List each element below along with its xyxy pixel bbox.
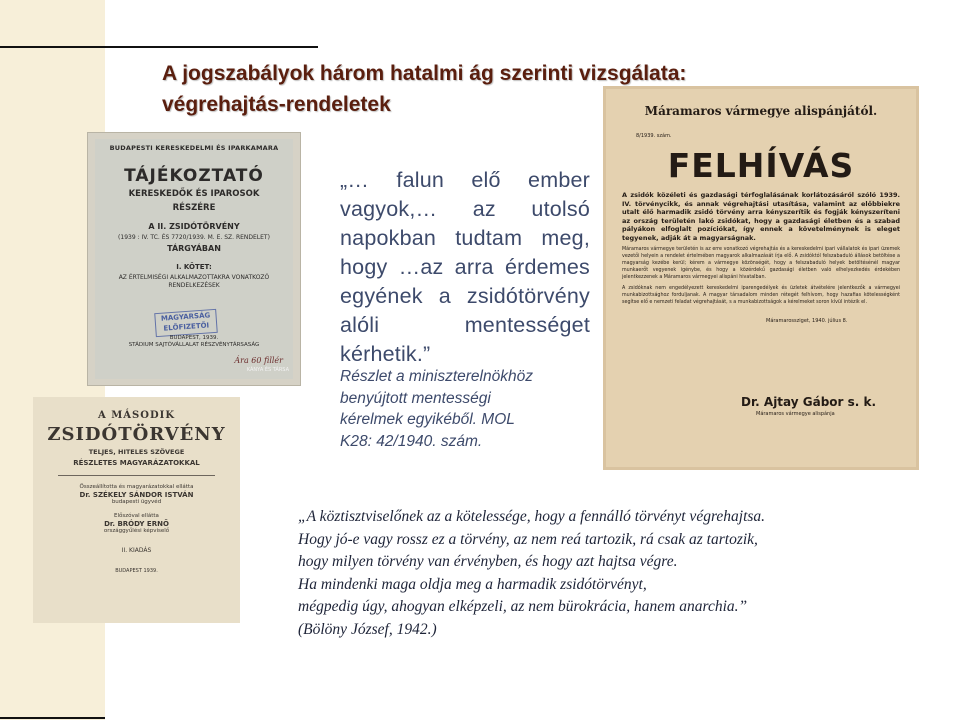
bottom-rule bbox=[0, 717, 105, 719]
poster-header: Máramaros vármegye alispánjától. bbox=[644, 104, 878, 118]
bolony-quote-line4: Ha mindenki maga oldja meg a harmadik zsidótörvényt, bbox=[298, 575, 647, 593]
book-cover-tajekoztato-image bbox=[88, 133, 300, 385]
book1-volume-desc: AZ ÉRTELMISÉGI ALKALMAZOTTAKRA VONATKOZÓ RENDELKEZÉSEK bbox=[118, 274, 270, 289]
book1-law: A II. ZSIDÓTÖRVÉNY bbox=[148, 222, 240, 231]
top-rule bbox=[0, 46, 318, 48]
slide-title-line2: végrehajtás-rendeletek bbox=[162, 93, 391, 116]
book-cover-tajekoztato-face bbox=[95, 139, 293, 379]
book1-volume: I. KÖTET: bbox=[176, 263, 212, 271]
book2-foreword-note: Előszóval ellátta bbox=[114, 513, 159, 519]
book2-editor1: Dr. SZÉKELY SÁNDOR ISTVÁN bbox=[79, 491, 194, 499]
book1-publisher-header: BUDAPESTI KERESKEDELMI ÉS IPARKAMARA bbox=[109, 144, 279, 152]
book2-subtitle1: TELJES, HITELES SZÖVEGE bbox=[88, 448, 185, 456]
book2-editor-note: Összeállította és magyarázatokkal ellátta bbox=[79, 484, 194, 490]
petition-quote-source bbox=[340, 366, 590, 452]
book2-subtitle2: RÉSZLETES MAGYARÁZATOKKAL bbox=[73, 459, 200, 467]
book1-stamp bbox=[154, 309, 218, 337]
bolony-quote bbox=[298, 506, 938, 641]
book1-subtitle1: KERESKEDŐK ÉS IPAROSOK bbox=[128, 189, 260, 199]
felhivas-poster-image bbox=[606, 89, 916, 467]
book2-editor2-role: országgyűlési képviselő bbox=[103, 528, 170, 534]
book1-city: BUDAPEST, 1939. bbox=[169, 335, 219, 341]
book2-place: BUDAPEST 1939. bbox=[115, 568, 158, 574]
book1-imprint bbox=[95, 335, 293, 349]
book1-subject: TÁRGYÁBAN bbox=[167, 244, 221, 253]
bolony-quote-line2: Hogy jó-e vagy rossz ez a törvény, az nem reá tartozik, rá csak az tartozik, bbox=[298, 530, 758, 548]
source-line2: benyújtott mentességi bbox=[340, 389, 491, 407]
petition-quote: „… falun elő ember vagyok,… az utolsó napokban tudtam meg, hogy …az arra érdemes egyének a zsidótörvény alóli mentességet kérhetik.” bbox=[340, 168, 590, 366]
book1-publisher: STÁDIUM SAJTÓVÁLLALAT RÉSZVÉNYTÁRSASÁG bbox=[128, 342, 260, 348]
poster-signature: Dr. Ajtay Gábor s. k. bbox=[741, 395, 877, 409]
poster-body-paragraph1: A zsidók közéleti és gazdasági térfoglalásának korlátozásáról szóló 1939. IV. törvénycikk, és annak végrehajtási utasítása, valamint az előbbiekre utalt élő harmadik zsidó törvény arra kényszerítik és fogják kényszeríteni az ország területén lakó zsidókat, hogy a gazdasági életben és a szabad pályákon elfoglalt pozíciókat, így ennek a követelménynek is eleget tegyenek, adják át a magyarságnak. bbox=[622, 191, 900, 242]
book2-pretitle: A MÁSODIK bbox=[97, 410, 176, 421]
book1-stamp-line1: MAGYARSÁG bbox=[160, 311, 211, 323]
book1-law-ref: (1939 : IV. TC. ÉS 7720/1939. M. E. SZ. RENDELET) bbox=[118, 234, 270, 241]
source-line3: kérelmek egyikéből. MOL bbox=[340, 411, 515, 428]
poster-signature-role: Máramaros vármegye alispánja bbox=[756, 411, 835, 417]
book1-title: TÁJÉKOZTATÓ bbox=[124, 166, 264, 186]
poster-body bbox=[622, 191, 900, 306]
book2-divider bbox=[58, 475, 215, 476]
bolony-quote-line3: hogy milyen törvény van érvényben, és hogy azt hajtsa végre. bbox=[298, 553, 678, 570]
book2-edition: II. KIADÁS bbox=[121, 547, 152, 554]
poster-number: 8/1939. szám. bbox=[636, 133, 672, 139]
poster-date: Máramarossziget, 1940. július 8. bbox=[766, 318, 848, 324]
book1-price: Ára 60 fillér bbox=[234, 356, 283, 365]
book1-watermark: KÁNYA ÉS TÁRSA bbox=[246, 367, 289, 373]
poster-body-paragraph2: Máramaros vármegye területén is az erre vonatkozó végrehajtás és a kereskedelmi ipari vállalatok és ipari üzemek vezetői helyein a rendelet értelmében magyarok alkalmazását írja elő. A zsidóktól felszabaduló állások betöltése a magyarság kezébe kerül; kérem a vármegye közönségét, hogy a felszabaduló helyek betöltésénél magyar munkaerőt vegyenek igénybe, és hogy a közérdekű gazdasági életben való elhelyezkedés érdekében jelentkezzenek a Máramaros vármegyei alispáni hivatalban. bbox=[622, 247, 900, 280]
slide-title-line1: A jogszabályok három hatalmi ág szerinti vizsgálata: bbox=[162, 62, 687, 85]
bolony-quote-line5: mégpedig úgy, ahogyan elképzeli, az nem bürokrácia, hanem anarchia.” bbox=[298, 598, 748, 615]
book2-title: ZSIDÓTÖRVÉNY bbox=[47, 424, 226, 445]
book1-subtitle2: RÉSZÉRE bbox=[172, 203, 216, 213]
bolony-quote-line1: „A köztisztviselőnek az a kötelessége, hogy a fennálló törvényt végrehajtsa. bbox=[298, 508, 766, 525]
book-cover-zsidotorveny-image bbox=[33, 397, 240, 623]
bolony-quote-attribution: (Bölöny József, 1942.) bbox=[298, 620, 437, 638]
source-line4: K28: 42/1940. szám. bbox=[340, 432, 483, 450]
poster-body-paragraph3: A zsidóknak nem engedélyezett kereskedelmi iparengedélyek és üzletek átvételére jelentkezők a vármegyei munkabizottsághoz forduljanak. A magyar társadalom minden rétegét felhívom, hogy hazafias kötelességként segítse elő e nemzeti feladat végrehajtását, s a munkabizottságok a kérelmeket soron kívül intézik el. bbox=[622, 286, 900, 305]
source-line1: Részlet a miniszterelnökhöz bbox=[340, 368, 533, 385]
book2-editor1-role: budapesti ügyvéd bbox=[111, 499, 162, 505]
book1-stamp-line2: ELŐFIZETŐI bbox=[163, 321, 210, 333]
book2-editor2: Dr. BRÓDY ERNŐ bbox=[104, 520, 169, 528]
poster-title: FELHÍVÁS bbox=[667, 146, 855, 185]
